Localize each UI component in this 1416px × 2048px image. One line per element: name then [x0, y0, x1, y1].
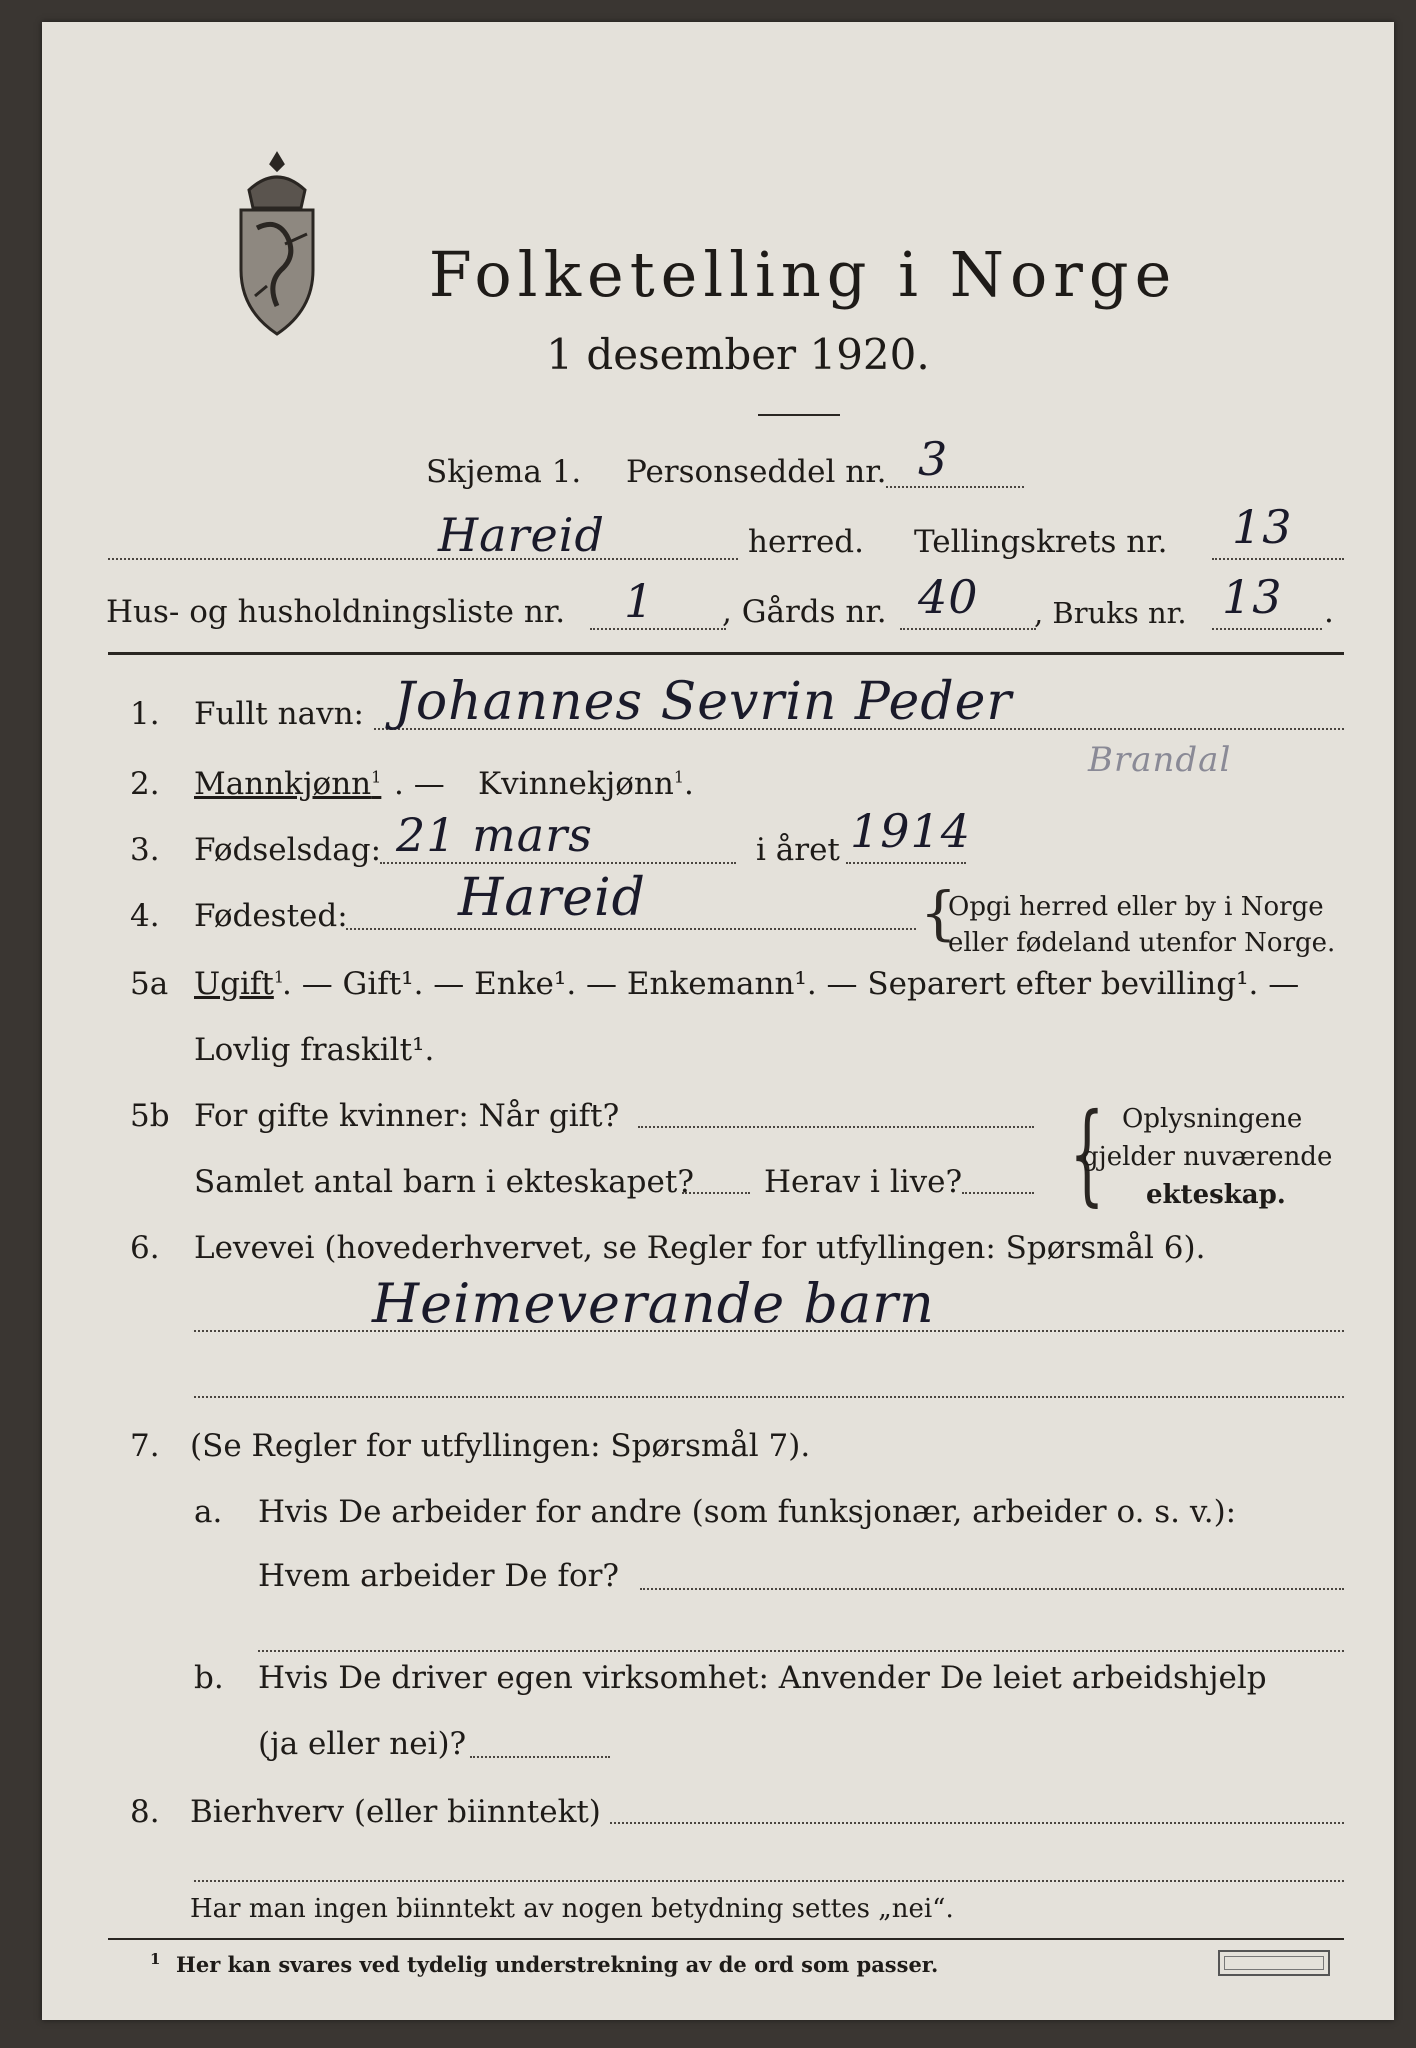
- q4-brace: {: [920, 879, 957, 947]
- q7a-label-2: Hvem arbeider De for?: [258, 1558, 620, 1594]
- footer-rule: [108, 1938, 1344, 1940]
- q5b-label-3: Herav i live?: [764, 1164, 963, 1200]
- q7a-number: a.: [194, 1494, 223, 1530]
- q6-line-1: [194, 1330, 1344, 1332]
- q1-value-surname[interactable]: Brandal: [1088, 740, 1232, 780]
- q2-separator: . —: [394, 766, 445, 802]
- q1-value[interactable]: Johannes Sevrin Peder: [394, 672, 1013, 732]
- q7-number: 7.: [130, 1428, 160, 1464]
- q2-end: .: [684, 766, 694, 802]
- q1-label: Fullt navn:: [194, 696, 364, 732]
- hus-line: [590, 628, 726, 630]
- q2-female-text: Kvinnekjønn: [478, 766, 674, 802]
- q2-female-option[interactable]: [478, 766, 694, 802]
- hus-label: Hus- og husholdningsliste nr.: [106, 594, 566, 630]
- q5a-options[interactable]: . — Gift¹. — Enke¹. — Enkemann¹. — Separert efter bevilling¹. —: [282, 966, 1300, 1002]
- q4-line: [346, 928, 916, 930]
- bruks-end: .: [1324, 594, 1334, 630]
- gards-label: , Gårds nr.: [722, 594, 887, 630]
- q4-value[interactable]: Hareid: [458, 868, 646, 928]
- q5a-line2[interactable]: Lovlig fraskilt¹.: [194, 1032, 435, 1068]
- q8-line-2: [194, 1880, 1344, 1882]
- q2-number: 2.: [130, 766, 160, 802]
- q3-year-label: i året: [756, 832, 840, 868]
- q5a-ugift-option[interactable]: [194, 966, 284, 1002]
- q5b-when-line: [638, 1126, 1034, 1128]
- q8-number: 8.: [130, 1794, 160, 1830]
- q5b-brace: {: [1069, 1089, 1105, 1217]
- q2-male-text: Mannkjønn: [194, 766, 372, 802]
- skjema-label: Skjema 1.: [426, 454, 582, 490]
- q4-note-2: eller fødeland utenfor Norge.: [948, 928, 1336, 958]
- q3-label: Fødselsdag:: [194, 832, 382, 868]
- herred-label: herred.: [748, 524, 864, 560]
- bruks-value[interactable]: 13: [1222, 570, 1283, 624]
- q2-male-footnote: 1: [371, 767, 382, 787]
- q8-line-1: [610, 1822, 1344, 1824]
- printer-stamp-icon: [1218, 1950, 1330, 1976]
- tellingskrets-value[interactable]: 13: [1232, 500, 1293, 554]
- footnote-text: Her kan svares ved tydelig understrekning av de ord som passer.: [176, 1952, 939, 1977]
- form-title: Folketelling i Norge: [428, 238, 1178, 311]
- q4-label: Fødested:: [194, 898, 348, 934]
- q5a-ugift-footnote: 1: [273, 967, 285, 987]
- q5b-note-1: Oplysningene: [1122, 1104, 1303, 1134]
- q7b-line: [470, 1756, 610, 1758]
- q2-male-option[interactable]: [194, 766, 381, 802]
- q7a-line-2: [258, 1650, 1344, 1652]
- q7b-label: Hvis De driver egen virksomhet: Anvender De leiet arbeidshjelp: [258, 1660, 1267, 1696]
- q4-number: 4.: [130, 898, 160, 934]
- q7a-line-1: [640, 1588, 1344, 1590]
- personseddel-value[interactable]: 3: [918, 432, 949, 486]
- q3-number: 3.: [130, 832, 160, 868]
- q5b-children-line: [682, 1192, 750, 1194]
- gards-line: [900, 628, 1036, 630]
- footnote-mark: 1: [150, 1950, 161, 1968]
- personseddel-label: Personseddel nr.: [626, 454, 887, 490]
- q8-label: Bierhverv (eller biinntekt): [190, 1794, 601, 1830]
- q3-year-line: [846, 862, 966, 864]
- personseddel-line: [886, 486, 1024, 488]
- q2-female-footnote: 1: [673, 767, 685, 787]
- q5a-ugift-text: Ugift: [194, 966, 274, 1002]
- q3-year-value[interactable]: 1914: [850, 804, 972, 858]
- q5b-note-2: gjelder nuværende: [1082, 1142, 1333, 1172]
- q3-line: [380, 862, 736, 864]
- gards-value[interactable]: 40: [918, 570, 979, 624]
- herred-line: [108, 558, 738, 560]
- form-date: 1 desember 1920.: [546, 330, 930, 379]
- hus-value[interactable]: 1: [624, 574, 655, 628]
- biinntekt-note: Har man ingen biinntekt av nogen betydning settes „nei“.: [190, 1894, 954, 1924]
- header-rule: [108, 652, 1344, 655]
- q4-note-1: Opgi herred eller by i Norge: [948, 892, 1324, 922]
- title-divider: [758, 414, 840, 416]
- q5b-note-3: ekteskap.: [1146, 1180, 1286, 1210]
- bruks-label: , Bruks nr.: [1034, 596, 1187, 630]
- q5b-alive-line: [962, 1192, 1034, 1194]
- q5b-number: 5b: [130, 1098, 170, 1134]
- herred-value[interactable]: Hareid: [438, 508, 605, 562]
- q6-line-2: [194, 1396, 1344, 1398]
- q7-label: (Se Regler for utfyllingen: Spørsmål 7).: [190, 1428, 811, 1464]
- q5b-label-1: For gifte kvinner: Når gift?: [194, 1098, 620, 1134]
- q5a-number: 5a: [130, 966, 169, 1002]
- bruks-line: [1212, 628, 1322, 630]
- tellingskrets-line: [1212, 558, 1344, 560]
- q7a-label: Hvis De arbeider for andre (som funksjonær, arbeider o. s. v.):: [258, 1494, 1237, 1530]
- q1-number: 1.: [130, 696, 160, 732]
- tellingskrets-label: Tellingskrets nr.: [914, 524, 1168, 560]
- q5b-label-2: Samlet antal barn i ekteskapet?: [194, 1164, 694, 1200]
- q7b-number: b.: [194, 1660, 224, 1696]
- q6-label: Levevei (hovederhvervet, se Regler for utfyllingen: Spørsmål 6).: [194, 1230, 1206, 1266]
- q7b-label-2: (ja eller nei)?: [258, 1726, 467, 1762]
- q6-number: 6.: [130, 1230, 160, 1266]
- q3-value[interactable]: 21 mars: [396, 808, 593, 862]
- q6-value[interactable]: Heimeverande barn: [372, 1272, 935, 1335]
